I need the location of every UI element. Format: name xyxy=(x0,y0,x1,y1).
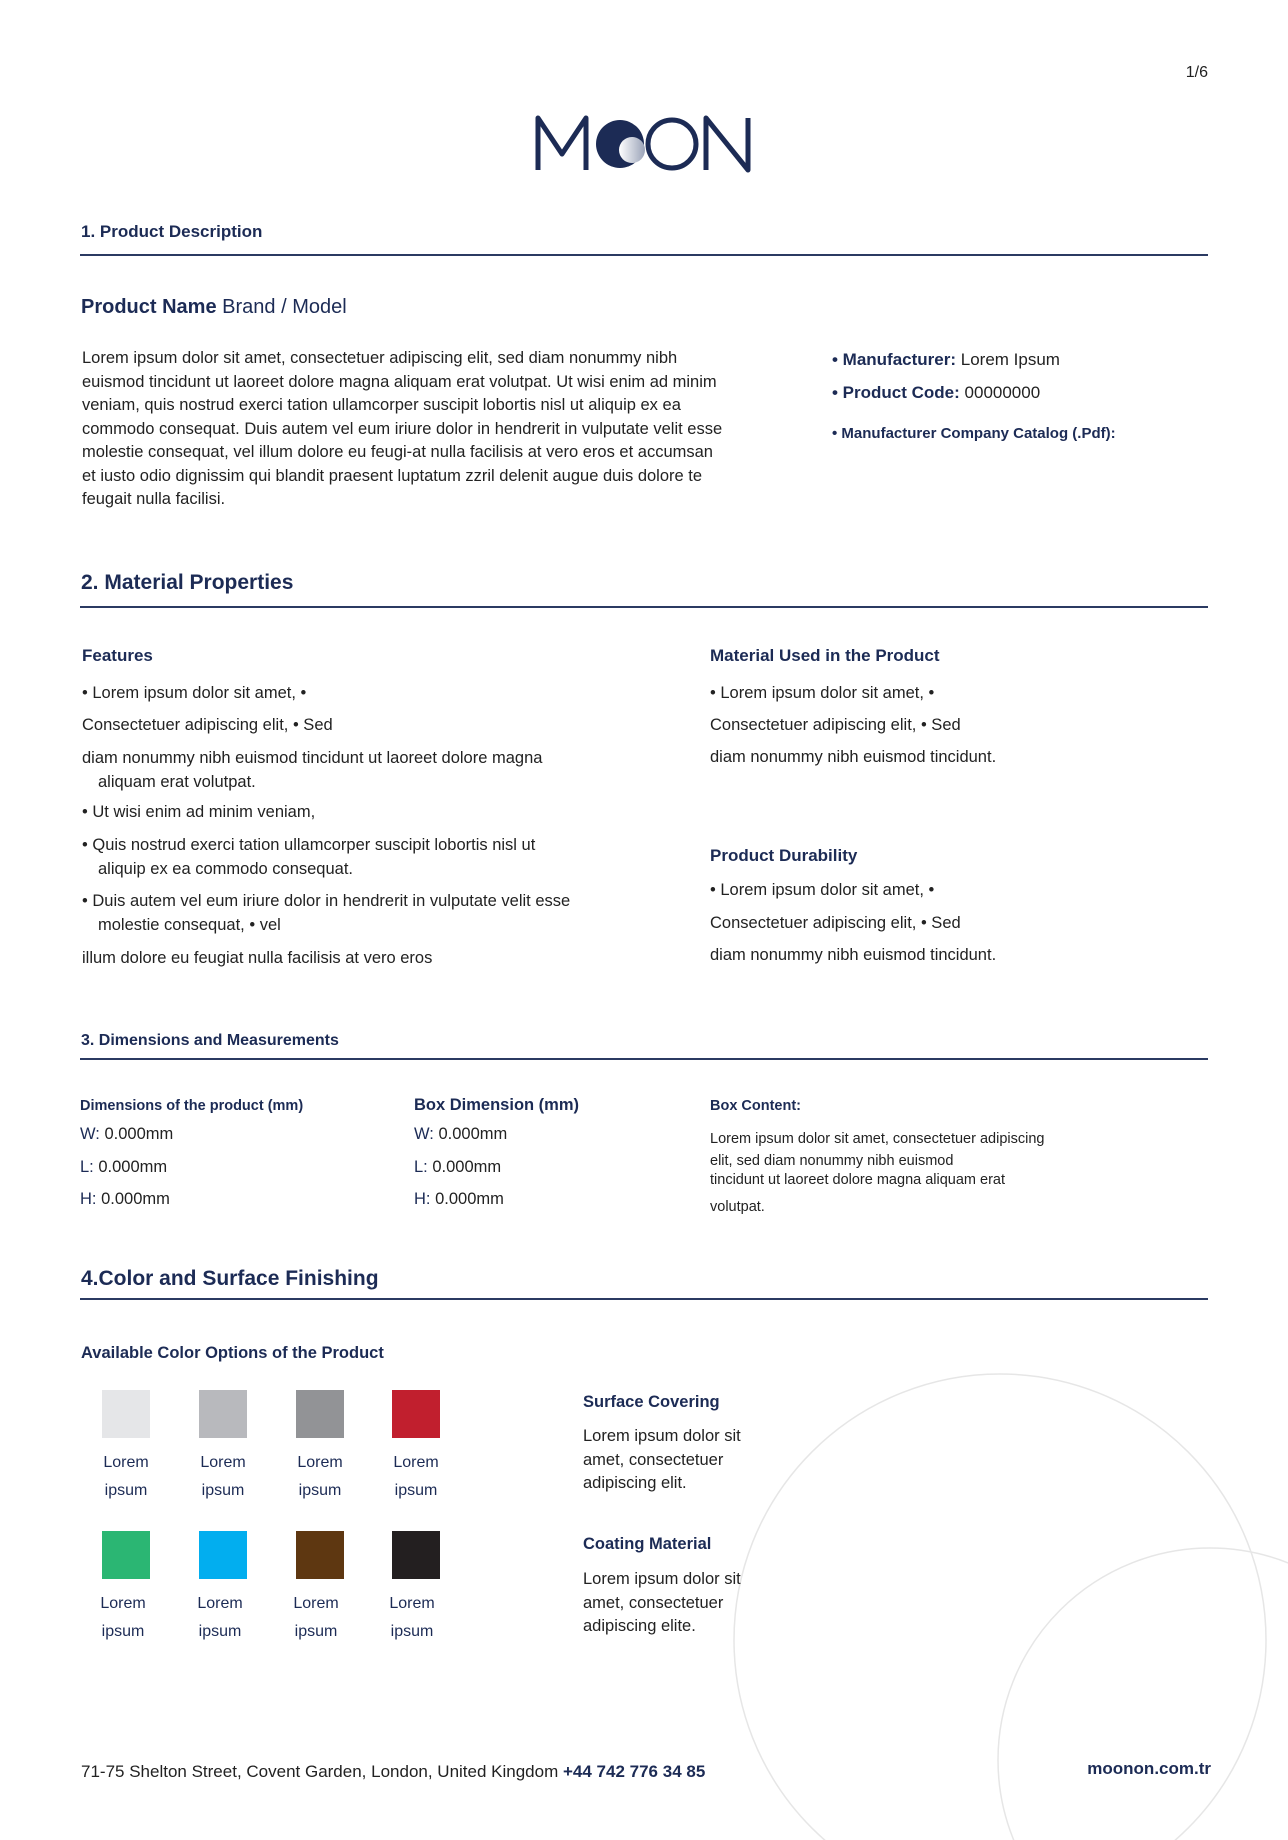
section-2-title: 2. Material Properties xyxy=(81,571,294,594)
box-dims-title: Box Dimension (mm) xyxy=(414,1096,580,1114)
durability-line: Consectetuer adipiscing elit, • Sed xyxy=(710,914,961,932)
swatch-label: Lorem ipsum xyxy=(389,1595,435,1640)
swatch-label: Lorem ipsum xyxy=(297,1454,343,1499)
swatch-label: Lorem ipsum xyxy=(103,1454,149,1499)
product-name-label: Product Name xyxy=(81,296,217,318)
description-line: veniam, quis nostrud exerci tation ullamcorper suscipit lobortis nisl ut aliquip ex ea xyxy=(82,396,681,414)
material-line: Consectetuer adipiscing elit, • Sed xyxy=(710,716,961,734)
material-title: Material Used in the Product xyxy=(710,646,940,665)
product-height: H: 0.000mm xyxy=(80,1190,170,1208)
product-name-value: Brand / Model xyxy=(222,296,347,318)
swatch-label: Lorem ipsum xyxy=(197,1595,243,1640)
box-content-title: Box Content: xyxy=(710,1098,802,1114)
address-text: 71-75 Shelton Street, Covent Garden, London, United Kingdom xyxy=(81,1762,559,1781)
durability-title: Product Durability xyxy=(710,846,858,865)
color-swatch[interactable] xyxy=(102,1390,150,1438)
features-line: • Lorem ipsum dolor sit amet, • xyxy=(82,684,307,702)
description-line: euismod tincidunt ut laoreet dolore magna aliquam erat volutpat. Ut wisi enim ad minim xyxy=(82,372,717,391)
box-content-line: elit, sed diam nonummy nibh euismod xyxy=(710,1153,954,1169)
box-content xyxy=(710,1130,1044,1217)
product-code-label: • Product Code: xyxy=(832,383,960,402)
swatch-label: Lorem ipsum xyxy=(393,1454,439,1499)
product-dims-title: Dimensions of the product (mm) xyxy=(80,1098,304,1114)
features-line: Consectetuer adipiscing elit, • Sed xyxy=(82,716,333,734)
description-line: commodo consequat. Duis autem vel eum iriure dolor in hendrerit in vulputate velit esse xyxy=(82,419,723,438)
swatch-label: Lorem ipsum xyxy=(100,1595,146,1640)
durability-line: • Lorem ipsum dolor sit amet, • xyxy=(710,881,935,899)
color-swatch[interactable] xyxy=(199,1531,247,1579)
manufacturer xyxy=(832,350,1060,370)
section-3-title: 3. Dimensions and Measurements xyxy=(81,1032,339,1049)
color-swatch[interactable] xyxy=(296,1531,344,1579)
page-number: 1/6 xyxy=(1185,64,1208,81)
box-width: W: 0.000mm xyxy=(414,1125,508,1143)
surface-text: Lorem ipsum dolor sit amet, consectetuer adipiscing elit. xyxy=(583,1427,741,1492)
box-content-line: Lorem ipsum dolor sit amet, consectetuer adipiscing xyxy=(710,1131,1045,1147)
website-link[interactable]: moonon.com.tr xyxy=(1087,1759,1211,1778)
features-line: • Quis nostrud exerci tation ullamcorper suscipit lobortis nisl ut xyxy=(82,836,536,854)
manufacturer-value: Lorem Ipsum xyxy=(960,350,1060,369)
section-4-title: 4.Color and Surface Finishing xyxy=(81,1267,379,1290)
surface-title: Surface Covering xyxy=(583,1393,720,1411)
catalog-link[interactable]: • Manufacturer Company Catalog (.Pdf): xyxy=(832,425,1116,442)
box-content-line: tincidunt ut laoreet dolore magna aliquam erat xyxy=(710,1172,1006,1188)
footer-address xyxy=(81,1762,705,1782)
manufacturer-label: • Manufacturer: xyxy=(832,350,957,369)
description-line: feugait nulla facilisi. xyxy=(82,490,226,508)
color-swatch[interactable] xyxy=(199,1390,247,1438)
colors-title: Available Color Options of the Product xyxy=(81,1344,384,1362)
moon-logo xyxy=(534,114,754,174)
features-line: diam nonummy nibh euismod tincidunt ut laoreet dolore magna xyxy=(82,749,543,767)
swatch-label: Lorem ipsum xyxy=(293,1595,339,1640)
product-length: L: 0.000mm xyxy=(80,1158,168,1176)
durability-line: diam nonummy nibh euismod tincidunt. xyxy=(710,946,997,964)
product-name xyxy=(81,296,347,319)
color-swatch[interactable] xyxy=(296,1390,344,1438)
product-code-value: 00000000 xyxy=(964,383,1041,402)
color-swatch[interactable] xyxy=(392,1390,440,1438)
section-1-title: 1. Product Description xyxy=(81,222,263,241)
section-2-divider xyxy=(80,606,1208,608)
features-line: • Ut wisi enim ad minim veniam, xyxy=(82,803,316,821)
features-line: aliquip ex ea commodo consequat. xyxy=(98,860,353,878)
material-line: • Lorem ipsum dolor sit amet, • xyxy=(710,684,935,702)
section-4-divider xyxy=(80,1298,1208,1300)
features-title: Features xyxy=(82,646,153,665)
color-swatch[interactable] xyxy=(102,1531,150,1579)
coating-text: Lorem ipsum dolor sit amet, consectetuer adipiscing elite. xyxy=(583,1570,741,1635)
coating-title: Coating Material xyxy=(583,1535,712,1553)
box-height: H: 0.000mm xyxy=(414,1190,504,1208)
phone-number[interactable]: +44 742 776 34 85 xyxy=(563,1762,706,1781)
color-swatch[interactable] xyxy=(392,1531,440,1579)
features-line: illum dolore eu feugiat nulla facilisis at vero eros xyxy=(82,949,433,967)
description-line: Lorem ipsum dolor sit amet, consectetuer adipiscing elit, sed diam nonummy nibh xyxy=(82,349,678,367)
features-line: • Duis autem vel eum iriure dolor in hendrerit in vulputate velit esse xyxy=(82,892,571,910)
box-length: L: 0.000mm xyxy=(414,1158,502,1176)
product-description xyxy=(82,347,762,512)
material-line: diam nonummy nibh euismod tincidunt. xyxy=(710,748,997,766)
features-line: molestie consequat, • vel xyxy=(98,916,281,934)
product-width: W: 0.000mm xyxy=(80,1125,174,1143)
description-line: molestie consequat, vel illum dolore eu feugi-at nulla facilisis at vero eros et accumsan xyxy=(82,443,713,461)
swatch-label: Lorem ipsum xyxy=(200,1454,246,1499)
section-1-divider xyxy=(80,254,1208,256)
description-line: et iusto odio dignissim qui blandit praesent luptatum zzril delenit augue duis dolore te xyxy=(82,466,703,485)
section-3-divider xyxy=(80,1058,1208,1060)
product-code xyxy=(832,383,1040,403)
box-content-line: volutpat. xyxy=(710,1199,765,1215)
features-line: aliquam erat volutpat. xyxy=(98,773,256,791)
